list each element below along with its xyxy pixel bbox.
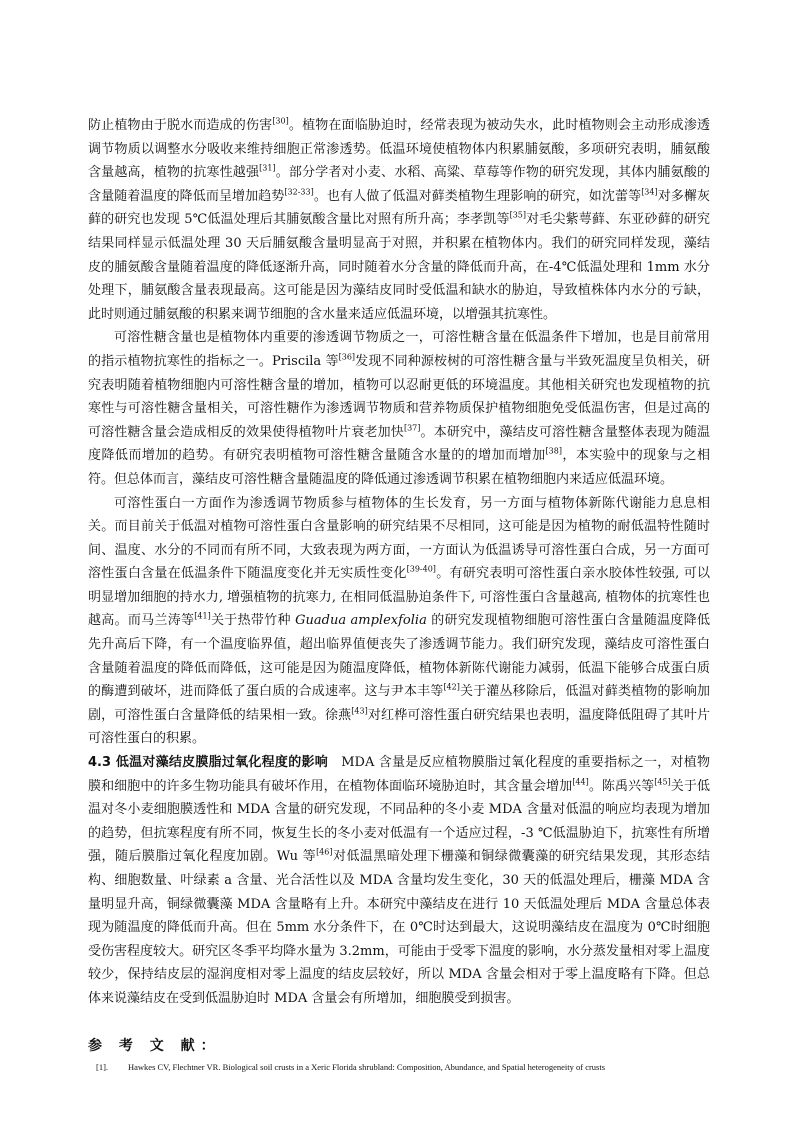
citation-ref: [32-33] bbox=[284, 187, 314, 197]
text-run: 关于热带竹种 bbox=[210, 613, 296, 629]
text-run: 对红桦可溶性蛋白研究结果也表明，温度降低阻碍了其叶片可溶性蛋白的积累。 bbox=[88, 707, 710, 747]
references-list bbox=[88, 1061, 710, 1073]
paper-page bbox=[88, 114, 710, 1073]
text-run: 可溶性蛋白一方面作为渗透调节物质参与植物体的生长发育，另一方面与植物体新陈代谢能力息息相关。而目前关于低温对植物可溶性蛋白含量影响的研究结果不尽相同，这可能是因为植物的耐低温特性随时间、温度、水分的不同而有所不同，大致表现为两方面，一方面认为低温诱导可溶性蛋白合成，另一方面可溶性蛋白含量在低温条件下随温度变化并无实质性变化 bbox=[88, 495, 710, 582]
body-paragraph bbox=[88, 326, 710, 491]
citation-ref: [41] bbox=[194, 612, 211, 622]
body-paragraph bbox=[88, 114, 710, 326]
text-run: 关于低温对冬小麦细胞膜透性和 MDA 含量的研究发现，不同品种的冬小麦 MDA 含量对低温的响应均表现为增加的趋势，但抗寒程度有所不同，恢复生长的冬小麦对低温有一个适应过程，-3 ℃低温胁迫下，抗寒性有所增强，随后膜脂过氧化程度加剧。Wu 等 bbox=[88, 778, 710, 865]
citation-ref: [45] bbox=[654, 777, 671, 787]
citation-ref: [46] bbox=[316, 848, 333, 858]
text-run: 关于灌丛移除后，低温对藓类植物的影响加剧，可溶性蛋白含量降低的结果相一致。徐燕 bbox=[88, 684, 710, 723]
body-text bbox=[88, 114, 710, 1011]
citation-ref: [44] bbox=[572, 777, 589, 787]
text-run: 的研究发现植物细胞可溶性蛋白含量随温度降低先升高后下降，有一个温度临界值，超出临界值便丧失了渗透调节能力。我们研究发现，藻结皮可溶性蛋白含量随着温度的降低而降低，这可能是因为随温度降低，植物体新陈代谢能力减弱，低温下能够合成蛋白质的酶遭到破坏，进而降低了蛋白质的合成速率。这与尹本丰等 bbox=[88, 613, 710, 700]
reference-item bbox=[88, 1061, 710, 1073]
text-run: 。有研究表明可溶性蛋白亲水胶体性较强, 可以明显增加细胞的持水力, 增强植物的抗寒力, 在相同低温胁迫条件下, 可溶性蛋白含量越高, 植物体的抗寒性也越高。而马兰涛等 bbox=[88, 566, 710, 629]
references-title: 参 考 文 献： bbox=[88, 1037, 221, 1054]
body-paragraph bbox=[88, 751, 710, 1011]
reference-text: Hawkes CV, Flechtner VR. Biological soil crusts in a Xeric Florida shrubland: Composition, Abundance, and Spatial heterogeneity of crusts bbox=[128, 1061, 606, 1072]
text-run: 对多檞灰藓的研究也发现 5℃低温处理后其脯氨酸含量比对照有所升高；李孝凯等 bbox=[88, 188, 710, 228]
text-run: 发现不同种源桉树的可溶性糖含量与半致死温度呈负相关，研究表明随着植物细胞内可溶性糖含量的增加，植物可以忍耐更低的环境温度。其他相关研究也发现植物的抗寒性与可溶性糖含量相关，可溶性糖作为渗透调节物质和营养物质保护植物细胞免受低温伤害，但是过高的可溶性糖含量会造成相反的效果使得植物叶片衰老加快 bbox=[88, 353, 710, 440]
citation-ref: [30] bbox=[272, 116, 289, 126]
text-run: ，本实验中的现象与之相符。但总体而言，藻结皮可溶性糖含量随温度的降低通过渗透调节积累在植物细胞内来适应低温环境。 bbox=[88, 448, 710, 487]
citation-ref: [39-40] bbox=[406, 564, 436, 574]
text-run: 对毛尖紫萼藓、东亚砂藓的研究结果同样显示低温处理 30 天后脯氨酸含量明显高于对照，并积累在植物体内。我们的研究同样发现，藻结皮的脯氨酸含量随着温度的降低逐渐升高，同时随着水分含量的降低而升高，在-4℃低温处理和 1mm 水分处理下，脯氨酸含量表现最高。这可能是因为藻结皮同时受低温和缺水的胁迫，导致植株体内水分的亏缺，此时则通过脯氨酸的积累来调节细胞的含水量来适应低温环境，以增强其抗寒性。 bbox=[88, 212, 710, 322]
text-run: 。陈禹兴等 bbox=[588, 778, 655, 794]
species-name: Guadua amplexfolia bbox=[295, 613, 427, 629]
reference-number: [1]. bbox=[96, 1061, 109, 1072]
text-run: 可溶性糖含量也是植物体内重要的渗透调节物质之一，可溶性糖含量在低温条件下增加，也是目前常用的指示植物抗寒性的指标之一。Priscila 等 bbox=[88, 330, 710, 369]
text-run: 。部分学者对小麦、水稻、高粱、草莓等作物的研究发现，其体内脯氨酸的含量随着温度的降低而呈增加趋势 bbox=[88, 165, 710, 204]
citation-ref: [43] bbox=[351, 706, 368, 716]
text-run: 防止植物由于脱水而造成的伤害 bbox=[88, 118, 273, 133]
citation-ref: [31] bbox=[259, 163, 276, 173]
text-run: 。本研究中，藻结皮可溶性糖含量整体表现为随温度降低而增加的趋势。有研究表明植物可溶性糖含量随含水量的的增加而增加 bbox=[88, 424, 710, 464]
citation-ref: [37] bbox=[403, 423, 421, 433]
citation-ref: [35] bbox=[509, 211, 527, 221]
citation-ref: [34] bbox=[641, 187, 658, 197]
citation-ref: [36] bbox=[338, 352, 356, 362]
text-run: 。植物在面临胁迫时，经常表现为被动失水，此时植物则会主动形成渗透调节物质以调整水分吸收来维持细胞正常渗透势。低温环境使植物体内积累脯氨酸，多项研究表明，脯氨酸含量越高，植物的抗寒性越强 bbox=[88, 118, 710, 181]
body-paragraph bbox=[88, 492, 710, 752]
citation-ref: [38] bbox=[545, 446, 562, 456]
text-run: MDA 含量是反应植物膜脂过氧化程度的重要指标之一，对植物膜和细胞中的许多生物功能具有破坏作用，在植物体面临环境胁迫时，其含量会增加 bbox=[88, 755, 710, 794]
citation-ref: [42] bbox=[443, 682, 460, 692]
text-run: 对低温黑暗处理下栅藻和铜绿微囊藻的研究结果发现，其形态结构、细胞数量、叶绿素 a 含量、光合活性以及 MDA 含量均发生变化，30 天的低温处理后，栅藻 MDA 含量明显升高，铜绿微囊藻 MDA 含量略有上升。本研究中藻结皮在进行 10 天低温处理后 MDA 含量总体表现为随温度的降低而升高。但在 5mm 水分条件下，在 0℃时达到最大，这说明藻结皮在温度为 0℃时细胞受伤害程度较大。研究区冬季平均降水量为 3.2mm，可能由于受零下温度的影响，水分蒸发量相对零上温度较少，保持结皮层的湿润度相对零上温度的结皮层较好，所以 MDA 含量会相对于零上温度略有下降。但总体来说藻结皮在受到低温胁迫时 MDA 含量会有所增加，细胞膜受到损害。 bbox=[88, 849, 710, 1006]
section-heading: 4.3 低温对藻结皮膜脂过氧化程度的影响 bbox=[88, 755, 328, 771]
text-run: 。也有人做了低温对藓类植物生理影响的研究，如沈蕾等 bbox=[313, 188, 642, 204]
